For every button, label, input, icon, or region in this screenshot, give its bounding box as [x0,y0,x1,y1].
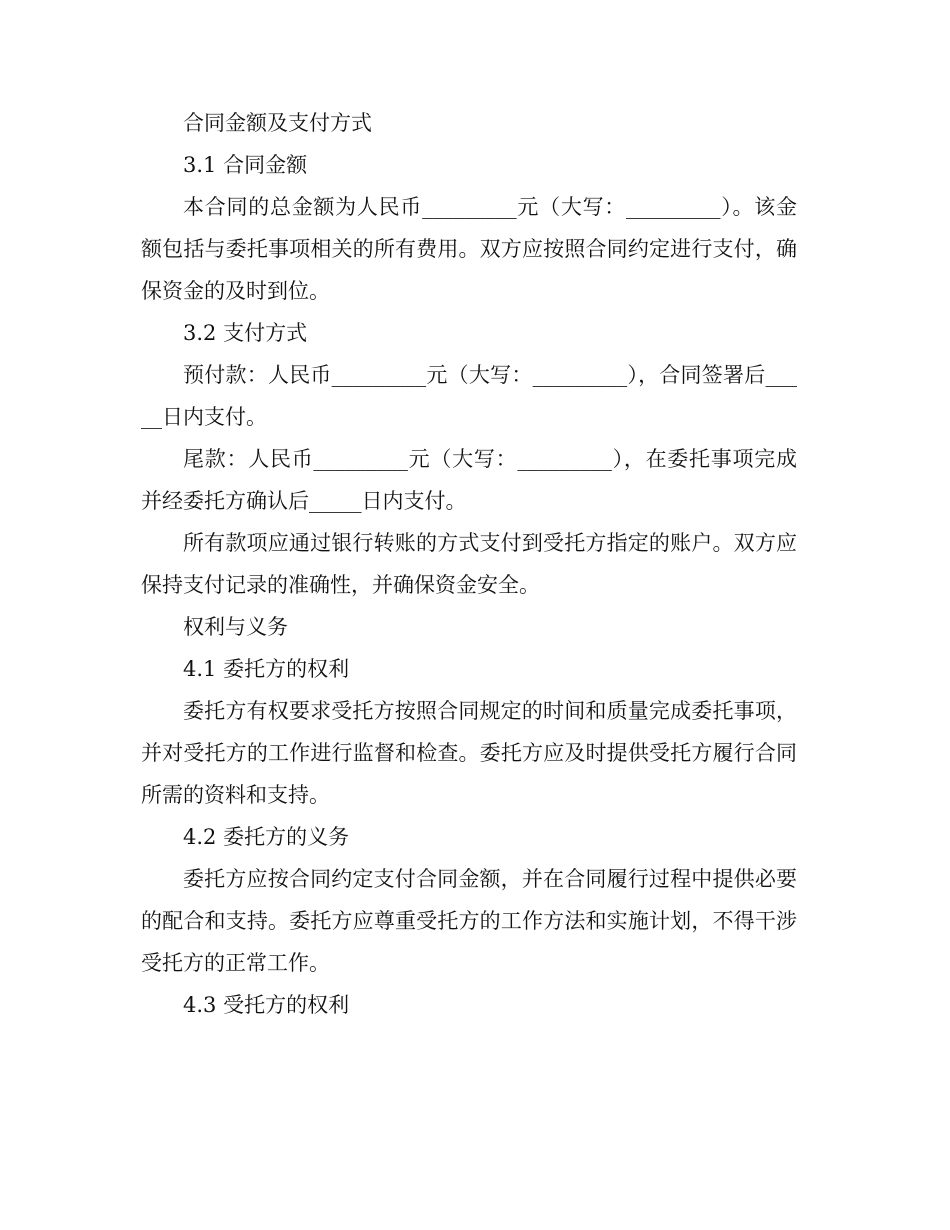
paragraph-client-obligations: 委托方应按合同约定支付合同金额，并在合同履行过程中提供必要的配合和支持。委托方应尊重受托方的工作方法和实施计划，不得干涉受托方的正常工作。 [141,867,797,975]
document-body [141,102,797,1026]
section-heading-rights-obligations: 权利与义务 [183,615,288,639]
paragraph-contract-amount: 本合同的总金额为人民币_________元（大写：_________）。该金额包括与委托事项相关的所有费用。双方应按照合同约定进行支付，确保资金的及时到位。 [141,195,797,303]
subsection-heading-client-obligations: 4.2 委托方的义务 [183,825,350,849]
paragraph-client-rights: 委托方有权要求受托方按照合同规定的时间和质量完成委托事项，并对受托方的工作进行监督和检查。委托方应及时提供受托方履行合同所需的资料和支持。 [141,699,797,807]
paragraph-bank-transfer: 所有款项应通过银行转账的方式支付到受托方指定的账户。双方应保持支付记录的准确性，并确保资金安全。 [141,531,797,597]
subsection-heading-contract-amount: 3.1 合同金额 [183,153,308,177]
section-heading-payment: 合同金额及支付方式 [183,111,372,135]
subsection-heading-trustee-rights: 4.3 受托方的权利 [183,993,350,1017]
subsection-heading-payment-method: 3.2 支付方式 [183,321,308,345]
subsection-heading-client-rights: 4.1 委托方的权利 [183,657,350,681]
paragraph-advance-payment: 预付款：人民币_________元（大写：_________），合同签署后_____日内支付。 [141,363,797,429]
paragraph-final-payment: 尾款：人民币_________元（大写：_________），在委托事项完成并经委托方确认后_____日内支付。 [141,447,797,513]
